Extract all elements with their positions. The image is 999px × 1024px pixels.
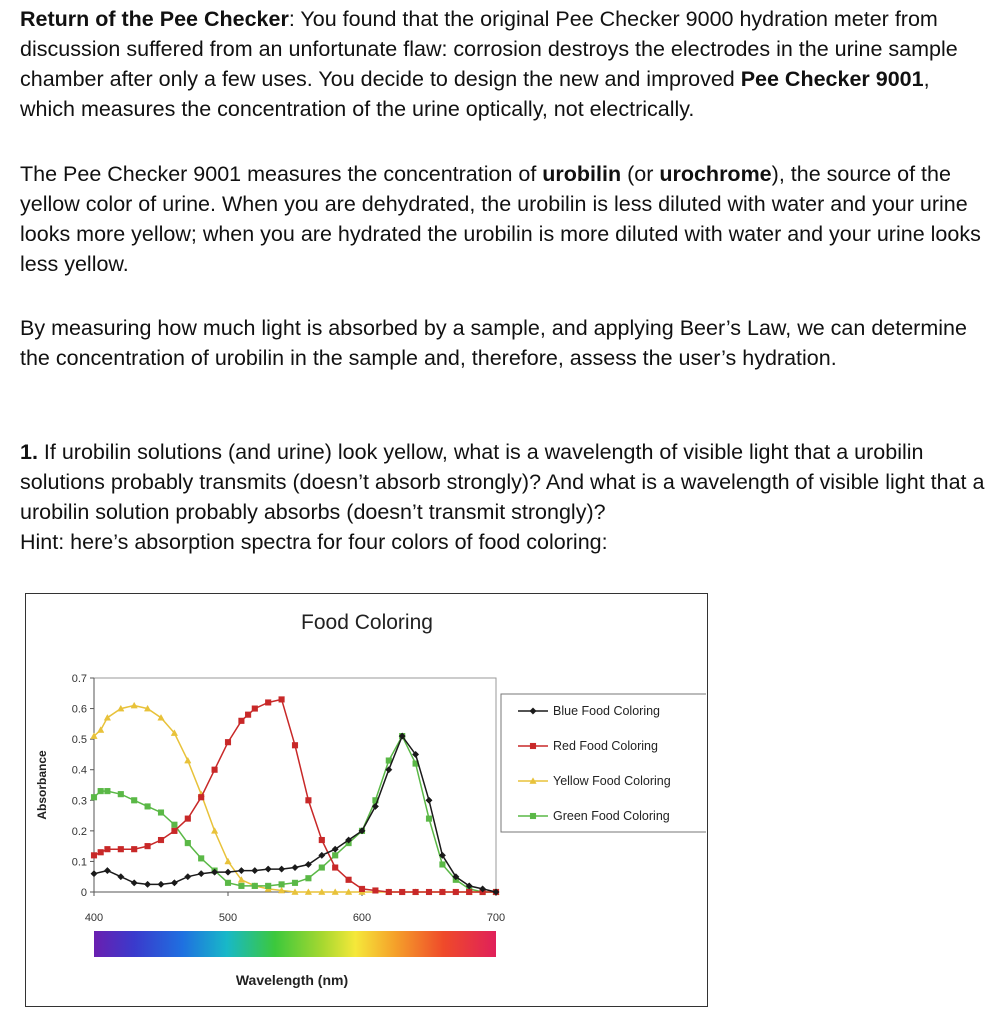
x-tick-label: 500 <box>218 912 238 924</box>
green-food-coloring-point <box>332 853 338 859</box>
red-food-coloring-point <box>239 718 245 724</box>
x-tick-label: 600 <box>352 912 372 924</box>
y-tick-label: 0.6 <box>71 703 87 716</box>
red-food-coloring-point <box>252 706 258 712</box>
red-food-coloring-point <box>399 889 405 895</box>
red-food-coloring-point <box>386 889 392 895</box>
urobilin-text-3: ), the source of the yellow color of urine. When you are dehydrated, the urobilin is less diluted with water and your urine looks more yellow; when you are hydrated the urobilin is more diluted with water and your urine looks less yellow. <box>20 162 981 276</box>
green-food-coloring-point <box>105 788 111 794</box>
question-text: If urobilin solutions (and urine) look yellow, what is a wavelength of visible light that a urobilin solutions probably transmits (doesn’t absorb strongly)? And what is a wavelength of visible light that a urobilin solution probably absorbs (doesn’t transmit strongly)? <box>20 440 985 524</box>
red-food-coloring-point <box>225 739 231 745</box>
red-food-coloring-point <box>426 889 432 895</box>
red-food-coloring-point <box>91 853 97 859</box>
green-food-coloring-point <box>118 791 124 797</box>
red-food-coloring-point <box>131 846 137 852</box>
red-food-coloring-point <box>466 889 472 895</box>
question-number: 1. <box>20 440 38 464</box>
red-food-coloring-point <box>346 877 352 883</box>
red-food-coloring-point <box>359 886 365 892</box>
y-tick-label: 0.2 <box>71 825 87 838</box>
urobilin-text-1: The Pee Checker 9001 measures the concentration of <box>20 162 543 186</box>
green-food-coloring-point <box>98 788 104 794</box>
y-tick-label: 0.4 <box>71 764 87 777</box>
red-food-coloring-point <box>292 742 298 748</box>
green-food-coloring-point <box>292 880 298 886</box>
y-tick-label: 0 <box>80 887 87 899</box>
green-food-coloring-point <box>306 875 312 881</box>
green-food-coloring-point <box>239 883 245 889</box>
red-food-coloring-point <box>332 865 338 871</box>
intro-text-end: , which measures the concentration of the urine optically, not electrically. <box>20 67 930 121</box>
green-food-coloring-point <box>279 882 285 888</box>
green-food-coloring-point <box>131 797 137 803</box>
y-axis-label: Absorbance <box>35 750 49 820</box>
term-urobilin: urobilin <box>542 162 622 186</box>
legend-label: Yellow Food Coloring <box>553 774 671 788</box>
green-food-coloring-point <box>225 880 231 886</box>
green-food-coloring-point <box>386 758 392 764</box>
red-food-coloring-point <box>118 846 124 852</box>
red-food-coloring-point <box>185 816 191 822</box>
intro-paragraph <box>20 4 985 124</box>
urobilin-paragraph <box>20 159 985 279</box>
legend-marker <box>530 813 536 819</box>
green-food-coloring-point <box>252 883 258 889</box>
y-tick-label: 0.1 <box>71 856 87 869</box>
plot-area <box>94 678 496 892</box>
red-food-coloring-point <box>105 846 111 852</box>
x-tick-label: 400 <box>84 912 104 924</box>
red-food-coloring-point <box>172 828 178 834</box>
green-food-coloring-point <box>91 794 97 800</box>
legend-marker <box>530 743 536 749</box>
red-food-coloring-point <box>198 794 204 800</box>
y-tick-label: 0.7 <box>71 673 87 685</box>
y-tick-label: 0.3 <box>71 795 87 808</box>
red-food-coloring-point <box>98 849 104 855</box>
green-food-coloring-point <box>426 816 432 822</box>
problem-title: Return of the Pee Checker <box>20 7 289 31</box>
question-1 <box>20 437 985 557</box>
green-food-coloring-point <box>265 883 271 889</box>
hint-text: Hint: here’s absorption spectra for four colors of food coloring: <box>20 530 608 554</box>
legend-label: Green Food Coloring <box>553 809 670 823</box>
x-axis-label: Wavelength (nm) <box>235 972 349 988</box>
green-food-coloring-point <box>198 856 204 862</box>
visible-spectrum-bar <box>94 931 496 957</box>
red-food-coloring-point <box>319 837 325 843</box>
legend-label: Red Food Coloring <box>553 739 658 753</box>
intro-text: : You found that the original Pee Checker 9000 hydration meter from discussion suffered from an unfortunate flaw: corrosion destroys the electrodes in the urine sample chamber after only a few uses. You decide to design the new and improved <box>20 7 958 91</box>
red-food-coloring-point <box>279 697 285 703</box>
absorbance-chart <box>26 594 706 1005</box>
green-food-coloring-point <box>145 804 151 810</box>
product-name: Pee Checker 9001 <box>740 67 924 91</box>
red-food-coloring-point <box>158 837 164 843</box>
chart-title: Food Coloring <box>301 611 433 634</box>
red-food-coloring-point <box>245 712 251 718</box>
red-food-coloring-point <box>212 767 218 773</box>
food-coloring-figure <box>25 593 708 1007</box>
y-tick-label: 0.5 <box>71 734 87 747</box>
red-food-coloring-point <box>373 888 379 894</box>
green-food-coloring-point <box>158 810 164 816</box>
red-food-coloring-point <box>453 889 459 895</box>
red-food-coloring-point <box>145 843 151 849</box>
green-food-coloring-point <box>440 862 446 868</box>
beers-law-paragraph: By measuring how much light is absorbed by a sample, and applying Beer’s Law, we can determine the concentration of urobilin in the sample and, therefore, assess the user’s hydration. <box>20 316 967 370</box>
legend-label: Blue Food Coloring <box>553 704 661 718</box>
urobilin-text-2: (or <box>621 162 660 186</box>
green-food-coloring-point <box>185 840 191 846</box>
term-urochrome: urochrome <box>659 162 772 186</box>
red-food-coloring-point <box>440 889 446 895</box>
red-food-coloring-point <box>265 700 271 706</box>
green-food-coloring-point <box>172 822 178 828</box>
green-food-coloring-point <box>319 865 325 871</box>
x-tick-label: 700 <box>486 912 506 924</box>
red-food-coloring-point <box>306 797 312 803</box>
red-food-coloring-point <box>413 889 419 895</box>
